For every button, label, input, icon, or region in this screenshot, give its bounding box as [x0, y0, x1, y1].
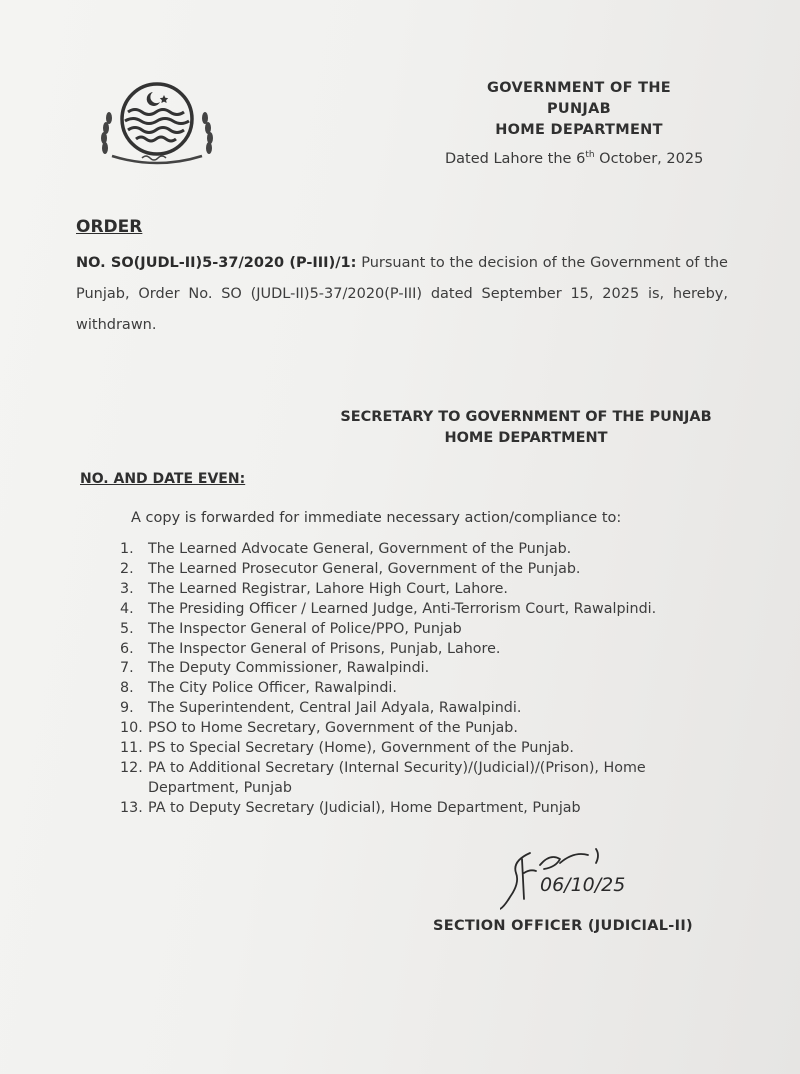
- item-number: 3.: [120, 580, 134, 597]
- org-line-1: GOVERNMENT OF THE PUNJAB: [487, 80, 671, 117]
- list-item: [120, 540, 720, 560]
- list-item: [120, 759, 720, 799]
- item-number: 4.: [120, 600, 134, 617]
- list-item: [120, 659, 720, 679]
- list-item: [120, 640, 720, 660]
- dated-prefix: Dated Lahore the 6: [445, 150, 586, 167]
- endorsement-intro: A copy is forwarded for immediate necessary action/compliance to:: [131, 510, 622, 526]
- item-number: 5.: [120, 620, 134, 637]
- org-line-2: HOME DEPARTMENT: [495, 122, 663, 138]
- handwritten-signature: [500, 845, 670, 920]
- list-item: [120, 600, 720, 620]
- item-number: 2.: [120, 560, 134, 577]
- list-item: [120, 580, 720, 600]
- list-item: [120, 719, 720, 739]
- list-item: [120, 799, 720, 819]
- item-text: The Superintendent, Central Jail Adyala, Rawalpindi.: [148, 700, 522, 717]
- endorsement-heading: NO. AND DATE EVEN:: [80, 471, 246, 487]
- order-title: ORDER: [76, 217, 143, 237]
- government-header: [458, 78, 700, 141]
- item-number: 11.: [120, 740, 143, 757]
- distribution-list: [120, 540, 720, 819]
- item-number: 8.: [120, 680, 134, 697]
- secretary-line-2: HOME DEPARTMENT: [444, 430, 608, 446]
- item-text: PS to Special Secretary (Home), Government of the Punjab.: [148, 740, 574, 757]
- dated-line: [445, 150, 703, 167]
- item-number: 12.: [120, 759, 143, 776]
- item-number: 1.: [120, 541, 134, 557]
- item-text: PA to Additional Secretary (Internal Security)/(Judicial)/(Prison), Home Department, Punjab: [148, 759, 646, 796]
- order-body-text: Pursuant to the decision of the Government of the Punjab, Order No. SO (JUDL-II)5-37/2020(P-III) dated September 15, 2025 is, hereby, withdrawn.: [76, 255, 728, 333]
- item-text: PA to Deputy Secretary (Judicial), Home Department, Punjab: [148, 799, 581, 816]
- item-text: The Inspector General of Prisons, Punjab, Lahore.: [148, 640, 501, 657]
- item-text: The Deputy Commissioner, Rawalpindi.: [148, 660, 430, 677]
- dated-sup: th: [585, 150, 595, 160]
- order-paragraph: [76, 248, 728, 341]
- dated-suffix: October, 2025: [594, 150, 704, 167]
- list-item: [120, 699, 720, 719]
- list-item: [120, 560, 720, 580]
- section-officer-designation: SECTION OFFICER (JUDICIAL-II): [433, 918, 693, 934]
- item-text: The Inspector General of Police/PPO, Punjab: [148, 620, 462, 637]
- item-number: 10.: [120, 720, 143, 737]
- list-item: [120, 620, 720, 640]
- item-text: The Learned Advocate General, Government of the Punjab.: [148, 541, 572, 557]
- item-number: 7.: [120, 660, 134, 677]
- item-number: 13.: [120, 799, 143, 816]
- item-text: The Learned Registrar, Lahore High Court, Lahore.: [148, 580, 508, 597]
- signature-date: 06/10/25: [540, 874, 626, 896]
- item-text: The City Police Officer, Rawalpindi.: [148, 680, 397, 697]
- secretary-line-1: SECRETARY TO GOVERNMENT OF THE PUNJAB: [340, 409, 712, 425]
- list-item: [120, 739, 720, 759]
- order-number: NO. SO(JUDL-II)5-37/2020 (P-III)/1:: [76, 255, 357, 271]
- item-number: 9.: [120, 700, 134, 717]
- item-text: The Presiding Officer / Learned Judge, Anti-Terrorism Court, Rawalpindi.: [148, 600, 657, 617]
- secretary-designation: [340, 407, 712, 449]
- item-number: 6.: [120, 640, 134, 657]
- punjab-emblem-logo: [92, 76, 222, 171]
- item-text: PSO to Home Secretary, Government of the Punjab.: [148, 720, 518, 737]
- list-item: [120, 679, 720, 699]
- item-text: The Learned Prosecutor General, Government of the Punjab.: [148, 560, 581, 577]
